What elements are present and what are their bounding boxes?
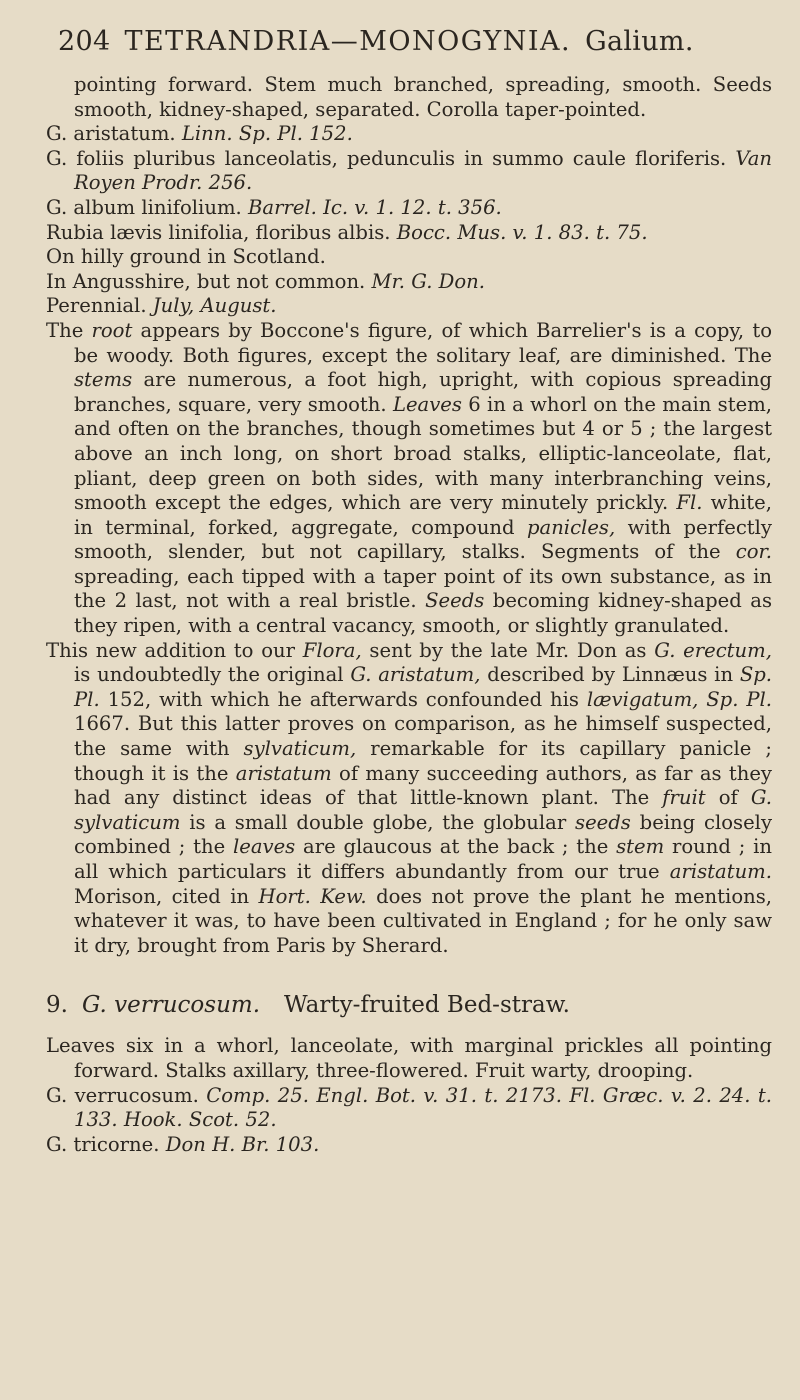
synonym-name: G. album linifolium. <box>46 195 242 219</box>
synonym-name: G. aristatum. <box>46 122 176 146</box>
running-head <box>58 26 772 57</box>
continuation-paragraph: pointing forward. Stem much branched, spreading, smooth. Seeds smooth, kidney-shaped, separated. Corolla taper-pointed. <box>74 73 772 121</box>
genus-name: Galium. <box>585 26 694 57</box>
page-number: 204 <box>58 26 111 57</box>
synonym-name: G. foliis pluribus lanceolatis, pedunculis in summo caule floriferis. <box>46 146 727 170</box>
page-body <box>46 73 772 1157</box>
synonym-line <box>46 147 772 196</box>
synonym-name: Rubia lævis linifolia, floribus albis. <box>46 220 391 244</box>
description-paragraph: The root appears by Boccone's figure, of which Barrelier's is a copy, to be woody. Both figures, except the solitary leaf, are diminished. The stems are numerous, a foot high, upright, with copious spreading branches, square, very smooth. Leaves 6 in a whorl on the main stem, and often on the branches, though sometimes but 4 or 5 ; the largest above an inch long, on short broad stalks, elliptic-lanceolate, flat, pliant, deep green on both sides, with many interbranching veins, smooth except the edges, which are very minutely prickly. Fl. white, in terminal, forked, aggregate, compound panicles, with perfectly smooth, slender, but not capillary, stalks. Segments of the cor. spreading, each tipped with a taper point of its own substance, as in the 2 last, not with a real bristle. Seeds becoming kidney-shaped as they ripen, with a central vacancy, smooth, or slightly granulated. <box>46 318 773 638</box>
diagnosis-paragraph: Leaves six in a whorl, lanceolate, with marginal prickles all pointing forward. Stalks axillary, three-flowered. Fruit warty, drooping. <box>46 1034 772 1082</box>
synonym-line <box>46 122 772 147</box>
synonym-line <box>46 1084 772 1133</box>
synonym-line <box>46 1133 772 1158</box>
synonym-reference: Comp. 25. Engl. Bot. v. 31. t. 2173. Fl. Græc. v. 2. 24. t. 133. Hook. Scot. 52. <box>74 1083 772 1132</box>
locality-line: In Angusshire, but not common. Mr. G. Don. <box>46 269 486 293</box>
synonym-reference: Van Royen Prodr. 256. <box>74 146 772 195</box>
class-order-title: TETRANDRIA—MONOGYNIA. <box>124 26 572 57</box>
collector-reference: Mr. G. Don. <box>371 269 486 293</box>
synonym-reference: Barrel. Ic. v. 1. 12. t. 356. <box>248 195 502 219</box>
note-paragraph: This new addition to our Flora, sent by the late Mr. Don as G. erectum, is undoubtedly the original G. aristatum, described by Linnæus in Sp. Pl. 152, with which he afterwards confounded his lævigatum, Sp. Pl. 1667. But this latter proves on comparison, as he himself suspected, the same with sylvaticum, remarkable for its capillary panicle ; though it is the aristatum of many succeeding authors, as far as they had any distinct ideas of that little-known plant. The fruit of G. sylvaticum is a small double globe, the globular seeds being closely combined ; the leaves are glaucous at the back ; the stem round ; in all which particulars it differs abundantly from our true aristatum. Morison, cited in Hort. Kew. does not prove the plant he mentions, whatever it was, to have been cultivated in England ; for he only saw it dry, brought from Paris by Sherard. <box>46 638 773 957</box>
common-name: Warty-fruited Bed-straw. <box>284 992 570 1019</box>
synonym-reference: Don H. Br. 103. <box>165 1132 320 1156</box>
synonym-reference: Bocc. Mus. v. 1. 83. t. 75. <box>396 220 648 244</box>
synonym-line <box>46 221 772 246</box>
synonym-reference: Linn. Sp. Pl. 152. <box>181 122 353 146</box>
species-heading <box>46 990 772 1020</box>
species-name: G. verrucosum. <box>81 992 261 1019</box>
synonym-line <box>46 196 772 221</box>
flowering-months: July, August. <box>152 294 277 318</box>
section-gap <box>46 958 772 986</box>
synonym-name: G. tricorne. <box>46 1132 160 1156</box>
habitat-line: On hilly ground in Scotland. <box>46 245 326 269</box>
species-number: 9. <box>46 992 68 1019</box>
synonym-name: G. verrucosum. <box>46 1083 199 1107</box>
duration-line: Perennial. July, August. <box>46 294 277 318</box>
